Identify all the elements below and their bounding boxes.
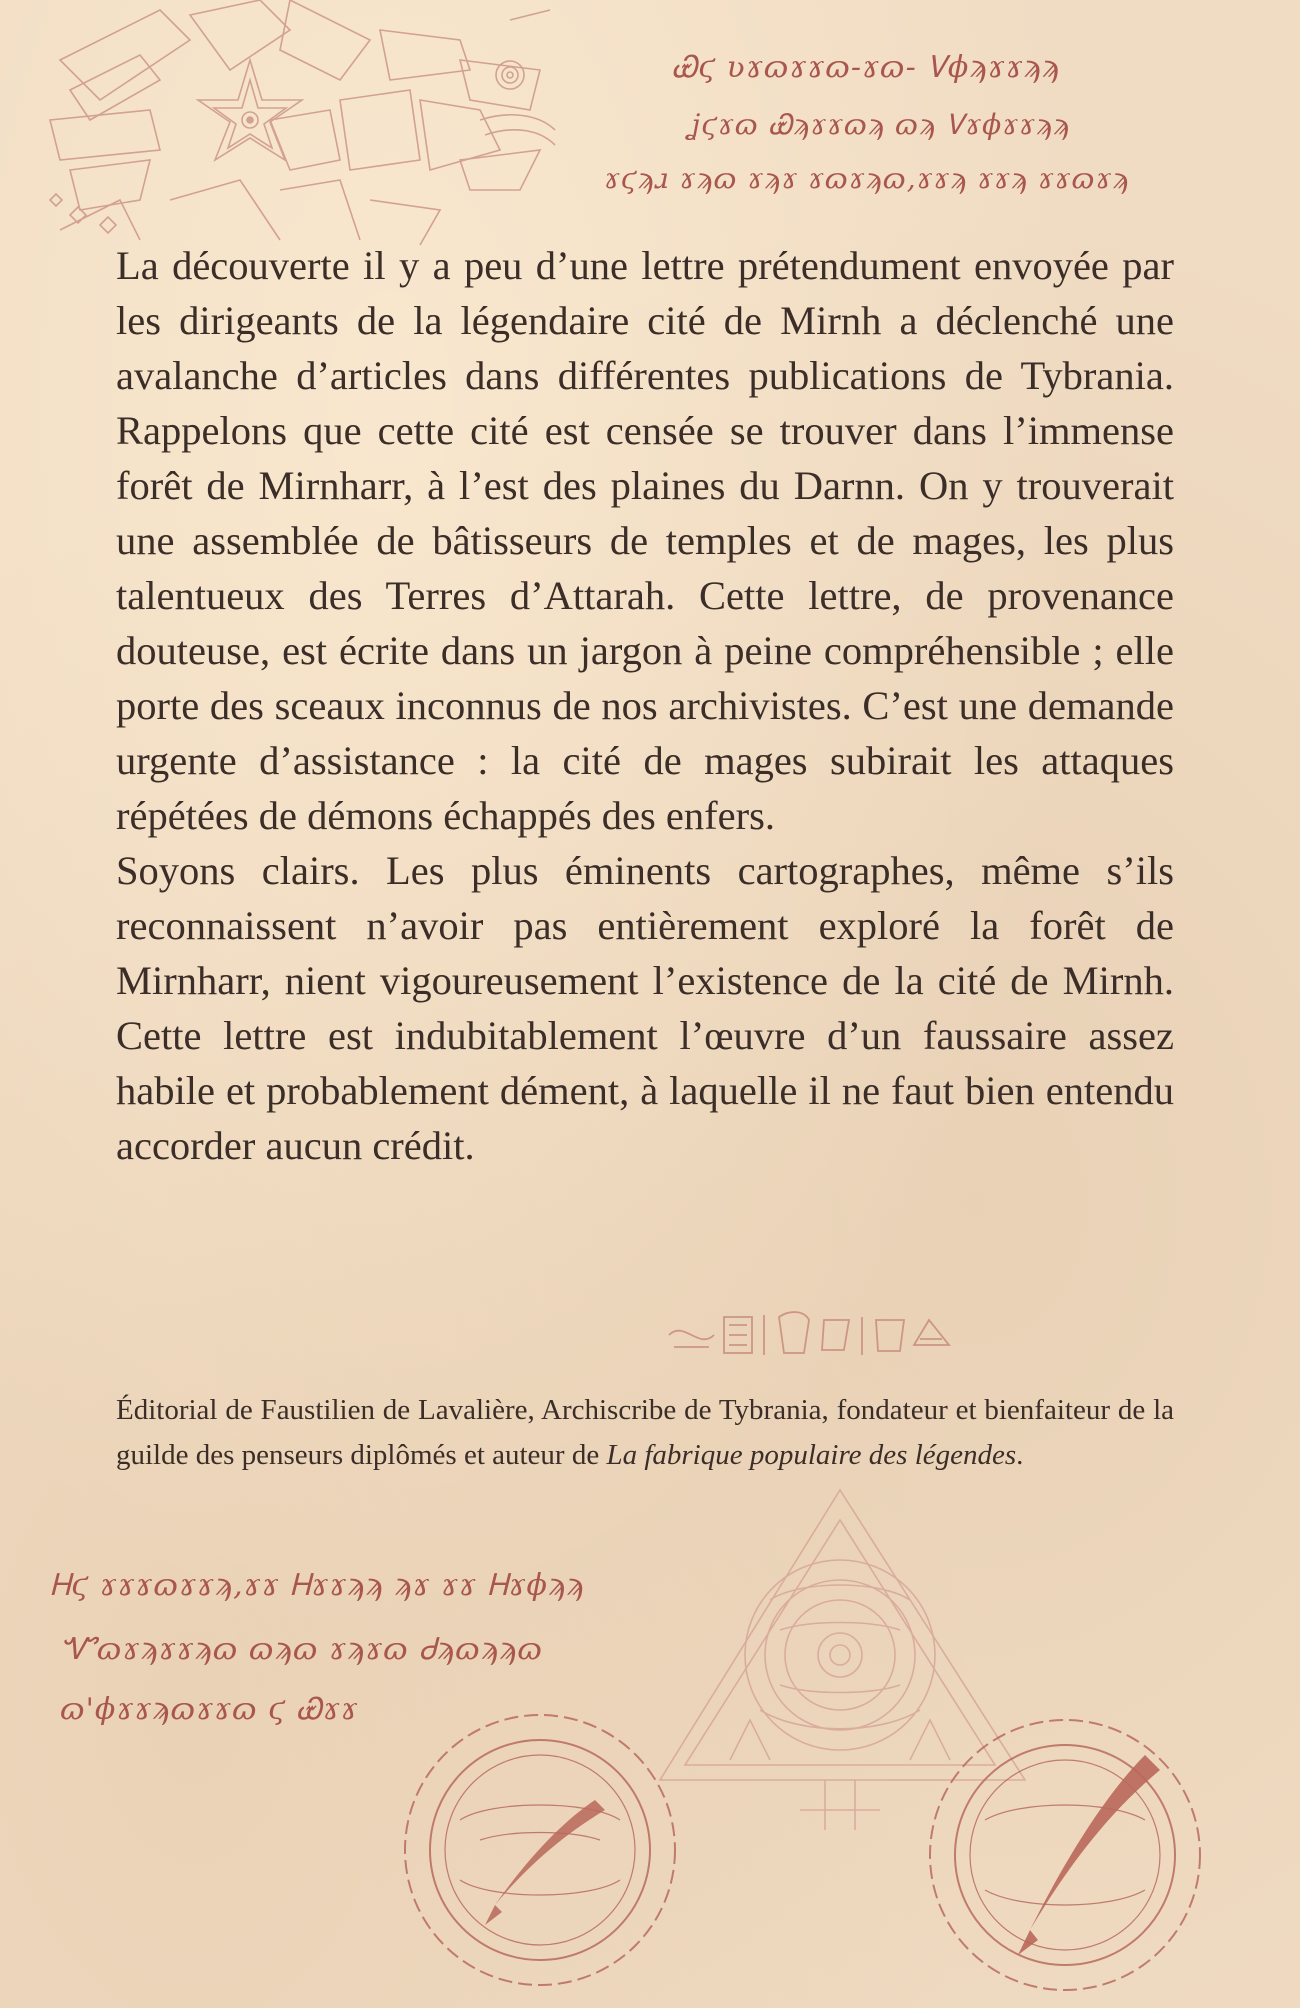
left-quill-seal [390,1690,690,2000]
credit-end: . [1016,1439,1024,1471]
body-paragraph: Soyons clairs. Les plus éminents cartographes, même s’ils reconnaissent n’avoir pas entièrement exploré la forêt de Mirnharr, nient vigoureusement l’existence de la cité de Mirnh. Cette lettre est indubitablement l’œuvre d’un faussaire assez habile et probablement dément, à laquelle il ne faut bien entendu accorder aucun crédit. [116,848,1174,1168]
cipher-line: Ꮿϛ ʋɤɷɤɤɷ-ɤɷ- Ꮩϕϡɤɤϡϡ [672,50,1061,85]
editorial-body [116,238,1174,1173]
engraved-seal-decoration [640,1480,1040,1860]
cipher-line: ɤϛϡɹ ɤϡɷ ɤϡɤ ɤɷɤϡɷ,ɤɤϡ ɤɤϡ ɤɤɷɤϡ [604,162,1130,195]
geometric-runes-decoration [40,0,560,250]
right-quill-seal [910,1700,1220,2000]
body-paragraph: La découverte il y a peu d’une lettre prétendument envoyée par les dirigeants de la légendaire cité de Mirnh a déclenché une avalanche d’articles dans différentes publications de Tybrania. Rappelons que cette cité est censée se trouver dans l’immense forêt de Mirnharr, à l’est des plaines du Darnn. On y trouverait une assemblée de bâtisseurs de temples et de mages, les plus talentueux des Terres d’Attarah. Cette lettre, de provenance douteuse, est écrite dans un jargon à peine compréhensible ; elle porte des sceaux inconnus de nos archivistes. C’est une demande urgente d’assistance : la cité de mages subirait les attaques répétées de démons échappés des enfers. [116,243,1174,838]
editorial-credit [116,1388,1174,1478]
cipher-line: Ꮙɷɤϡɤɤϡɷ ɷϡɷ ɤϡɤɷ Ꮷϡɷϡϡɷ [60,1632,544,1667]
cipher-line: Ꮋϛ ɤɤɤɷɤɤϡ,ɤɤ Ꮋɤɤϡϡ ϡɤ ɤɤ Ꮋɤϕϡϡ [50,1568,585,1603]
book-title: La fabrique populaire des légendes [606,1439,1017,1471]
credit-text: Éditorial de Faustilien de Lavalière, Archiscribe de Tybrania, fondateur et bienfaiteur de la guilde des penseurs diplômés et auteur de [116,1394,1174,1471]
cipher-line: ɷ'ϕɤɤϡɷɤɤɷ ϛ Ꮿɤɤ [60,1692,359,1727]
cipher-line: ʝϛɤɷ Ꮿϡɤɤɷϡ ɷϡ Ꮩɤϕɤɤϡϡ [690,108,1071,141]
runic-band-decoration [664,1305,954,1365]
